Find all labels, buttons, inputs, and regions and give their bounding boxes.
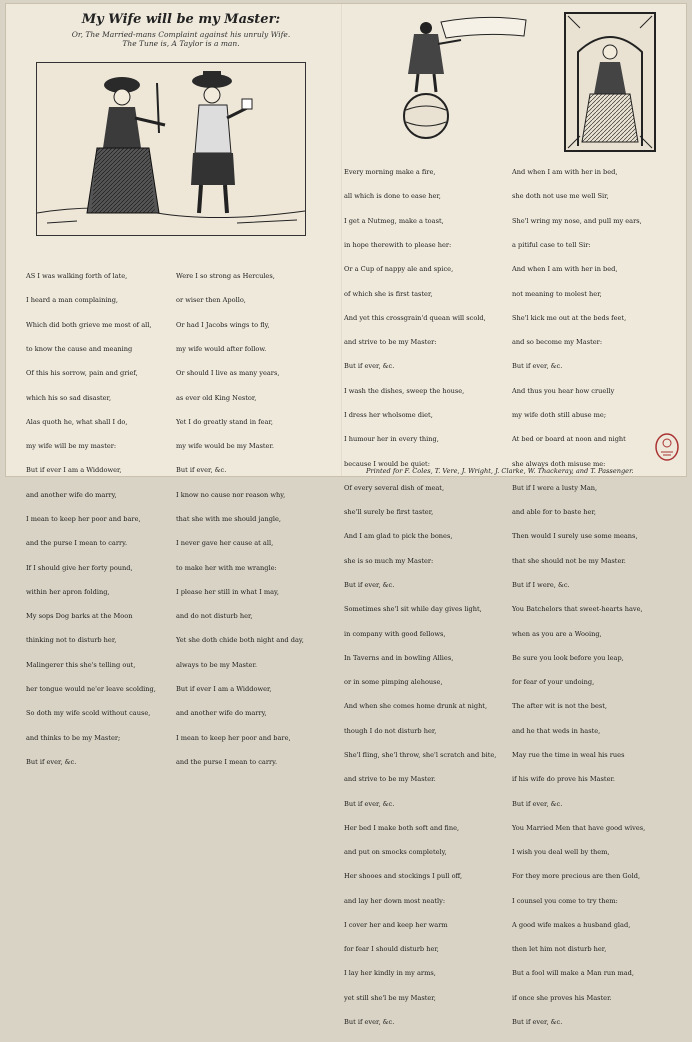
verse-line: and able for to baste her, — [512, 508, 596, 517]
verse-line: and so become my Master: — [512, 338, 603, 347]
verse-line: But if I were a lusty Man, — [512, 483, 598, 492]
ballad-title: My Wife will be my Master: — [81, 12, 281, 27]
verse-line: she always doth misuse me: — [512, 459, 606, 468]
verse-line: and strive to be my Master. — [344, 775, 436, 784]
verse-line: You Married Men that have good wives, — [512, 823, 646, 832]
verse-line: her tongue would ne'er leave scolding, — [26, 684, 156, 693]
verse-line: and the purse I mean to carry. — [26, 539, 128, 548]
verse-line: She'l kick me out at the beds feet, — [512, 313, 627, 322]
verse-line: Which did both grieve me most of all, — [26, 320, 152, 329]
verse-line: and thinks to be my Master; — [26, 733, 121, 742]
verse-line: that she with me should jangle, — [176, 515, 282, 523]
verse-line: she is so much my Master: — [344, 556, 434, 565]
verse-line: in company with good fellows, — [344, 629, 446, 638]
verse-line: Alas quoth he, what shall I do, — [26, 417, 128, 426]
verse-line: Sometimes she'l sit while day gives light, — [344, 605, 482, 614]
verse-line: Of every several dish of meat, — [344, 483, 445, 492]
verse-line: I know no cause nor reason why, — [176, 490, 286, 499]
verse-line: But if ever, &c. — [26, 757, 77, 766]
verse-line: I lay her kindly in my arms, — [344, 969, 436, 978]
verse-line: she doth not use me well Sir, — [512, 192, 609, 201]
verse-line: But a fool will make a Man run mad, — [512, 969, 634, 978]
verse-line: Yet I do greatly stand in fear, — [176, 417, 273, 426]
library-stamp-icon — [654, 432, 680, 462]
verse-line: my wife would be my Master. — [176, 442, 274, 451]
verse-line: She'l wring my nose, and pull my ears, — [512, 216, 642, 225]
verse-line: I mean to keep her poor and bare, — [26, 515, 141, 523]
center-fold — [341, 4, 343, 476]
verse-column-4 — [512, 152, 645, 1042]
verse-line: or wiser then Apollo, — [176, 296, 246, 305]
verse-line: she'll surely be first taster, — [344, 508, 434, 517]
verse-line: For they more precious are then Gold, — [512, 872, 641, 881]
verse-line: always to be my Master. — [176, 660, 257, 669]
verse-line: then let him not disturb her, — [512, 945, 607, 954]
verse-line: Of this his sorrow, pain and grief, — [26, 369, 138, 378]
verse-line: Malingerer this she's telling out, — [26, 660, 136, 669]
verse-line: if once she proves his Master. — [512, 993, 612, 1002]
verse-line: But if I were, &c. — [512, 580, 570, 589]
verse-line: So doth my wife scold without cause, — [26, 709, 151, 718]
verse-line: for fear of your undoing, — [512, 678, 595, 687]
verse-line: and do not disturb her, — [176, 612, 253, 621]
verse-line: that she should not be my Master. — [512, 556, 626, 565]
verse-line: and another wife do marry, — [176, 709, 267, 718]
verse-line: I mean to keep her poor and bare, — [176, 733, 291, 742]
verse-line: Be sure you look before you leap, — [512, 653, 624, 662]
verse-line: You Batchelors that sweet-hearts have, — [512, 605, 643, 614]
ballad-subtitle — [26, 30, 336, 48]
verse-line: as ever old King Nestor, — [176, 393, 257, 402]
verse-line: Yet she doth chide both night and day, — [176, 636, 304, 645]
tune-line: The Tune is, A Taylor is a man. — [122, 39, 240, 48]
verse-line: Or had I Jacobs wings to fly, — [176, 320, 270, 329]
verse-line: I heard a man complaining, — [26, 296, 119, 305]
verse-line: for fear I should disturb her, — [344, 945, 439, 954]
verse-line: And yet this crossgrain'd quean will scold, — [344, 313, 486, 322]
verse-line: She'l fling, she'l throw, she'l scratch and bite, — [344, 750, 497, 759]
verse-line: all which is done to ease her, — [344, 192, 441, 201]
verse-line: my wife would after follow. — [176, 345, 267, 354]
verse-line: But if ever, &c. — [512, 1018, 563, 1027]
verse-line: within her apron folding, — [26, 587, 110, 596]
verse-line: or in some pimping alehouse, — [344, 678, 443, 687]
verse-line: But if ever I am a Widdower, — [176, 684, 272, 693]
verse-line: May rue the time in weal his rues — [512, 750, 625, 759]
verse-line: I please her still in what I may, — [176, 587, 279, 596]
verse-line: Every morning make a fire, — [344, 168, 436, 177]
verse-line: If I should give her forty pound, — [26, 563, 133, 572]
verse-line: I wash the dishes, sweep the house, — [344, 386, 465, 395]
verse-line: And I am glad to pick the bones, — [344, 532, 453, 541]
woodcut-woman-arch — [564, 12, 656, 152]
verse-line: though I do not disturb her, — [344, 726, 437, 735]
verse-line: A good wife makes a husband glad, — [512, 920, 631, 929]
woodcut-man-globe — [386, 10, 536, 150]
verse-line: and put on smocks completely, — [344, 848, 447, 857]
verse-line: I get a Nutmeg, make a toast, — [344, 216, 444, 225]
verse-line: My sops Dog barks at the Moon — [26, 612, 133, 621]
verse-line: and another wife do marry, — [26, 490, 117, 499]
verse-line: and lay her down most neatly: — [344, 896, 446, 905]
verse-line: And thus you hear how cruelly — [512, 386, 615, 395]
verse-line: Then would I surely use some means, — [512, 532, 638, 541]
verse-line: Or a Cup of nappy ale and spice, — [344, 265, 454, 274]
verse-line: But if ever, &c. — [512, 799, 563, 808]
verse-line: AS I was walking forth of late, — [26, 272, 128, 281]
verse-line: my wife doth still abuse me; — [512, 411, 607, 419]
verse-line: to make her with me wrangle: — [176, 563, 277, 572]
verse-line: But if ever I am a Widdower, — [26, 466, 122, 475]
verse-line: Her bed I make both soft and fine, — [344, 823, 460, 832]
verse-line: But if ever, &c. — [344, 1018, 395, 1027]
verse-line: Or should I live as many years, — [176, 369, 280, 378]
verse-line: I cover her and keep her warm — [344, 920, 448, 929]
verse-line: I counsel you come to try them: — [512, 896, 618, 905]
verse-column-2 — [176, 256, 304, 782]
verse-line: But if ever, &c. — [512, 362, 563, 371]
verse-line: And when I am with her in bed, — [512, 168, 618, 177]
subtitle-line: Or, The Married-mans Complaint against his unruly Wife. — [71, 30, 291, 39]
verse-line: And when she comes home drunk at night, — [344, 702, 488, 711]
verse-line: thinking not to disturb her, — [26, 636, 117, 645]
verse-line: At bed or board at noon and night — [512, 435, 626, 444]
verse-line: and he that weds in haste, — [512, 726, 601, 735]
verse-line: because I would be quiet: — [344, 459, 430, 468]
verse-line: I humour her in every thing, — [344, 435, 439, 444]
verse-column-3 — [344, 152, 496, 1042]
verse-line: a pitiful case to tell Sir: — [512, 241, 591, 250]
verse-line: when as you are a Wooing, — [512, 629, 602, 638]
verse-line: But if ever, &c. — [344, 362, 395, 371]
verse-line: of which she is first taster, — [344, 289, 433, 298]
printer-imprint: Printed for F. Coles, T. Vere, J. Wright, J. Clarke, W. Thackeray, and T. Passenger. — [366, 467, 634, 475]
verse-line: In Taverns and in bowling Allies, — [344, 653, 454, 662]
verse-line: my wife will be my master: — [26, 442, 117, 451]
verse-line: and the purse I mean to carry. — [176, 757, 278, 766]
verse-line: to know the cause and meaning — [26, 345, 133, 354]
verse-line: yet still she'l be my Master, — [344, 993, 436, 1002]
verse-line: I wish you deal well by them, — [512, 848, 610, 857]
verse-line: But if ever, &c. — [176, 466, 227, 475]
broadside-sheet — [6, 4, 686, 1027]
verse-column-1 — [26, 256, 156, 782]
verse-line: which his so sad disaster, — [26, 393, 112, 402]
verse-line: The after wit is not the best, — [512, 702, 608, 711]
verse-line: And when I am with her in bed, — [512, 265, 618, 274]
verse-line: I never gave her cause at all, — [176, 539, 274, 548]
verse-line: I dress her wholsome diet, — [344, 411, 433, 419]
verse-line: if his wife do prove his Master. — [512, 775, 616, 784]
verse-line: Her shooes and stockings I pull off, — [344, 872, 463, 881]
verse-line: and strive to be my Master: — [344, 338, 437, 347]
verse-line: But if ever, &c. — [344, 580, 395, 589]
verse-line: Were I so strong as Hercules, — [176, 272, 275, 281]
verse-line: But if ever, &c. — [344, 799, 395, 808]
verse-line: in hope therewith to please her: — [344, 241, 452, 250]
woodcut-couple — [36, 62, 306, 236]
verse-line: not meaning to molest her, — [512, 289, 602, 298]
